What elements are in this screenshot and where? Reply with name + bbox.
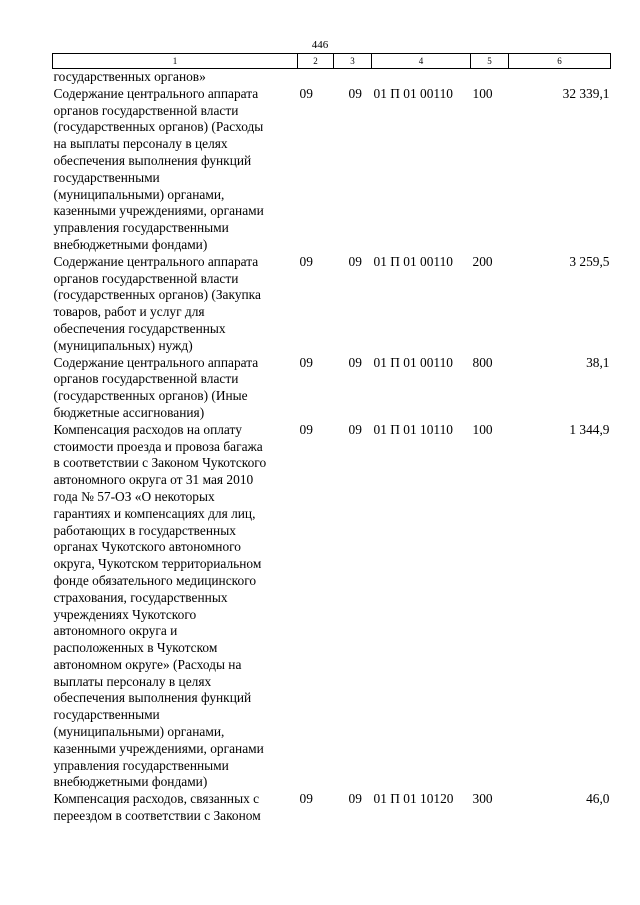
row-name-line: Компенсация расходов на оплату bbox=[53, 421, 242, 437]
continuation-line: государственных органов» bbox=[53, 69, 206, 84]
target-article-cell: 01 П 01 10120 bbox=[373, 791, 454, 807]
column-header-4: 4 bbox=[372, 54, 471, 69]
table-body bbox=[53, 69, 611, 825]
row-name-line: органов государственной власти bbox=[53, 371, 239, 387]
amount-cell: 32 339,1 bbox=[562, 85, 610, 101]
row-name-line: управления государственными bbox=[53, 220, 229, 236]
subsection-code-cell: 09 bbox=[348, 421, 362, 437]
row-name-line: автономного округа от 31 мая 2010 bbox=[53, 472, 254, 488]
row-name-line: (государственных органов) (Иные bbox=[53, 388, 248, 404]
row-name-line: внебюджетными фондами) bbox=[53, 774, 208, 790]
target-article-cell: 01 П 01 10110 bbox=[373, 421, 453, 437]
expense-type-cell: 300 bbox=[472, 791, 493, 807]
row-name-line: фонде обязательного медицинского bbox=[53, 572, 257, 588]
table-header-row bbox=[53, 54, 611, 69]
row-name-line: (государственных органов) (Закупка bbox=[53, 287, 261, 303]
section-code-cell: 09 bbox=[299, 354, 313, 370]
row-name-line: (муниципальных) нужд) bbox=[53, 337, 193, 353]
amount-cell: 1 344,9 bbox=[569, 421, 610, 437]
row-name-line: Содержание центрального аппарата bbox=[53, 85, 259, 101]
subsection-code-cell: 09 bbox=[348, 253, 362, 269]
row-name-line: органов государственной власти bbox=[53, 102, 239, 118]
row-name-line: переездом в соответствии с Законом bbox=[53, 808, 261, 824]
row-name-cell bbox=[53, 355, 298, 422]
row-name-line: казенными учреждениями, органами bbox=[53, 740, 264, 756]
row-name-line: на выплаты персоналу в целях bbox=[53, 136, 228, 152]
row-name-line: бюджетные ассигнования) bbox=[53, 404, 205, 420]
row-name-line: расположенных в Чукотском bbox=[53, 640, 218, 656]
budget-table bbox=[52, 53, 611, 825]
row-name-line: Компенсация расходов, связанных с bbox=[53, 791, 260, 807]
row-name-line: управления государственными bbox=[53, 757, 229, 773]
row-name-line: автономного округа и bbox=[53, 623, 178, 639]
target-article-cell: 01 П 01 00110 bbox=[373, 253, 453, 269]
row-name-cell bbox=[53, 791, 298, 825]
row-name-cell bbox=[53, 254, 298, 355]
row-name-line: страхования, государственных bbox=[53, 589, 228, 605]
row-name-line: стоимости проезда и провоза багажа bbox=[53, 438, 263, 454]
target-article-cell: 01 П 01 00110 bbox=[373, 85, 453, 101]
row-name-line: органах Чукотского автономного bbox=[53, 539, 241, 555]
row-name-line: государственными bbox=[53, 169, 160, 185]
column-header-1: 1 bbox=[53, 54, 298, 69]
expense-type-cell: 100 bbox=[472, 85, 493, 101]
row-name-line: учреждениях Чукотского bbox=[53, 606, 197, 622]
row-name-line: года № 57-ОЗ «О некоторых bbox=[53, 488, 215, 504]
target-article-cell: 01 П 01 00110 bbox=[373, 354, 453, 370]
row-name-line: внебюджетными фондами) bbox=[53, 236, 208, 252]
table-row bbox=[53, 791, 611, 825]
expense-type-cell: 200 bbox=[472, 253, 493, 269]
table-row bbox=[53, 422, 611, 792]
subsection-code-cell: 09 bbox=[348, 791, 362, 807]
amount-cell: 46,0 bbox=[586, 791, 610, 807]
table-row bbox=[53, 355, 611, 422]
row-name-line: (муниципальными) органами, bbox=[53, 724, 225, 740]
section-code-cell: 09 bbox=[299, 791, 313, 807]
row-name-line: гарантиях и компенсациях для лиц, bbox=[53, 505, 256, 521]
section-code-cell: 09 bbox=[299, 253, 313, 269]
row-name-line: Содержание центрального аппарата bbox=[53, 253, 259, 269]
row-name-cell bbox=[53, 422, 298, 792]
row-name-line: (государственных органов) (Расходы bbox=[53, 119, 264, 135]
row-name-line: (муниципальными) органами, bbox=[53, 186, 225, 202]
row-name-line: Содержание центрального аппарата bbox=[53, 354, 259, 370]
column-header-6: 6 bbox=[509, 54, 611, 69]
section-code-cell: 09 bbox=[299, 421, 313, 437]
row-name-line: автономном округе» (Расходы на bbox=[53, 656, 242, 672]
row-name-line: выплаты персоналу в целях bbox=[53, 673, 212, 689]
expense-type-cell: 100 bbox=[472, 421, 493, 437]
subsection-code-cell: 09 bbox=[348, 85, 362, 101]
row-name-line: органов государственной власти bbox=[53, 270, 239, 286]
column-header-3: 3 bbox=[334, 54, 372, 69]
row-name-line: работающих в государственных bbox=[53, 522, 236, 538]
table-row bbox=[53, 254, 611, 355]
subsection-code-cell: 09 bbox=[348, 354, 362, 370]
row-name-line: казенными учреждениями, органами bbox=[53, 203, 264, 219]
page-number: 446 bbox=[311, 39, 329, 51]
row-name-cell bbox=[53, 86, 298, 254]
continuation-name-cell bbox=[53, 69, 298, 86]
row-name-line: государственными bbox=[53, 707, 160, 723]
expense-type-cell: 800 bbox=[472, 354, 493, 370]
row-name-line: округа, Чукотском территориальном bbox=[53, 556, 262, 572]
amount-cell: 38,1 bbox=[586, 354, 610, 370]
row-name-line: обеспечения государственных bbox=[53, 320, 226, 336]
amount-cell: 3 259,5 bbox=[569, 253, 610, 269]
continuation-row bbox=[53, 69, 611, 86]
row-name-line: товаров, работ и услуг для bbox=[53, 304, 205, 320]
column-header-2: 2 bbox=[298, 54, 334, 69]
section-code-cell: 09 bbox=[299, 85, 313, 101]
row-name-line: обеспечения выполнения функций bbox=[53, 690, 252, 706]
column-header-5: 5 bbox=[471, 54, 509, 69]
table-row bbox=[53, 86, 611, 254]
row-name-line: в соответствии с Законом Чукотского bbox=[53, 455, 267, 471]
row-name-line: обеспечения выполнения функций bbox=[53, 152, 252, 168]
